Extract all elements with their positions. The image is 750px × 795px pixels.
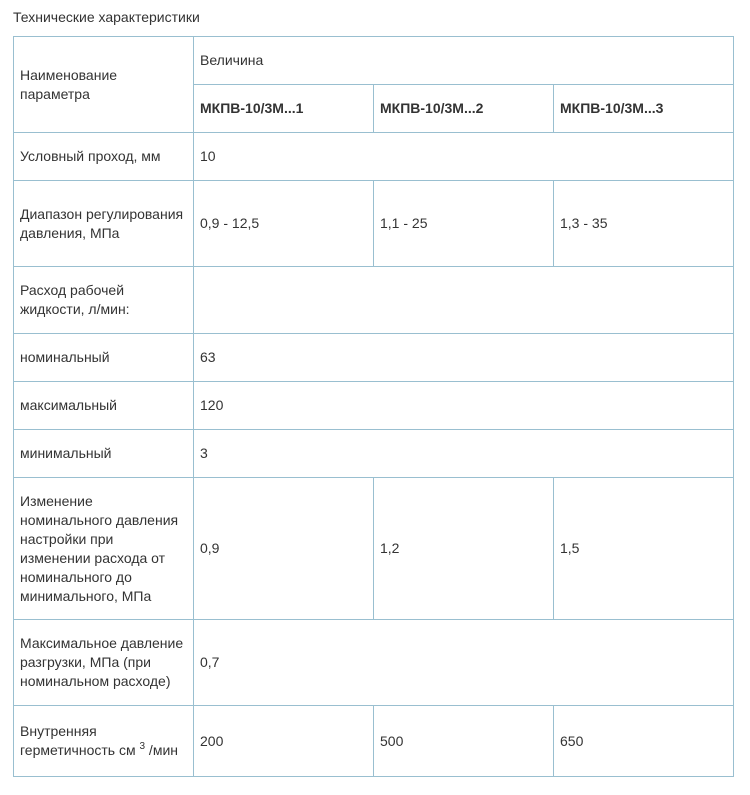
row-value: 0,7: [194, 620, 734, 706]
table-row: [14, 267, 734, 334]
page-title: Технические характеристики: [13, 9, 200, 25]
table-row: [14, 706, 734, 777]
row-label: минимальный: [14, 430, 194, 478]
row-value: 650: [554, 706, 734, 777]
table-row: [14, 478, 734, 620]
table-row: [14, 620, 734, 706]
row-value: 10: [194, 133, 734, 181]
row-label: Расход рабочей жидкости, л/мин:: [14, 267, 194, 334]
leak-label-text: Внутренняя герметичность см: [20, 723, 140, 758]
table-header-row: [14, 37, 734, 85]
spec-table: [13, 36, 734, 777]
table-row: [14, 382, 734, 430]
model-header-2: МКПВ-10/3М...2: [374, 85, 554, 133]
row-value: 0,9: [194, 478, 374, 620]
row-value: 0,9 - 12,5: [194, 181, 374, 267]
row-value: 500: [374, 706, 554, 777]
row-label: Максимальное давление разгрузки, МПа (при номинальном расходе): [14, 620, 194, 706]
row-value: 1,3 - 35: [554, 181, 734, 267]
row-value: 63: [194, 334, 734, 382]
param-header-cell: Наименование параметра: [14, 37, 194, 133]
row-label: номинальный: [14, 334, 194, 382]
row-label: Диапазон регулирования давления, МПа: [14, 181, 194, 267]
table-row: [14, 181, 734, 267]
row-value: 3: [194, 430, 734, 478]
row-label: [14, 706, 194, 777]
table-row: [14, 133, 734, 181]
table-row: [14, 334, 734, 382]
row-value: 120: [194, 382, 734, 430]
row-label: Условный проход, мм: [14, 133, 194, 181]
row-value-empty: [194, 267, 734, 334]
table-row: [14, 430, 734, 478]
row-label: Изменение номинального давления настройки при изменении расхода от номинального до минимального, МПа: [14, 478, 194, 620]
row-value: 1,5: [554, 478, 734, 620]
row-value: 200: [194, 706, 374, 777]
row-value: 1,2: [374, 478, 554, 620]
leak-label-unit: /мин: [145, 742, 179, 758]
row-label: максимальный: [14, 382, 194, 430]
value-header-cell: Величина: [194, 37, 734, 85]
row-value: 1,1 - 25: [374, 181, 554, 267]
leak-label-sup: 3: [139, 741, 146, 752]
model-header-1: МКПВ-10/3М...1: [194, 85, 374, 133]
model-header-3: МКПВ-10/3М...3: [554, 85, 734, 133]
